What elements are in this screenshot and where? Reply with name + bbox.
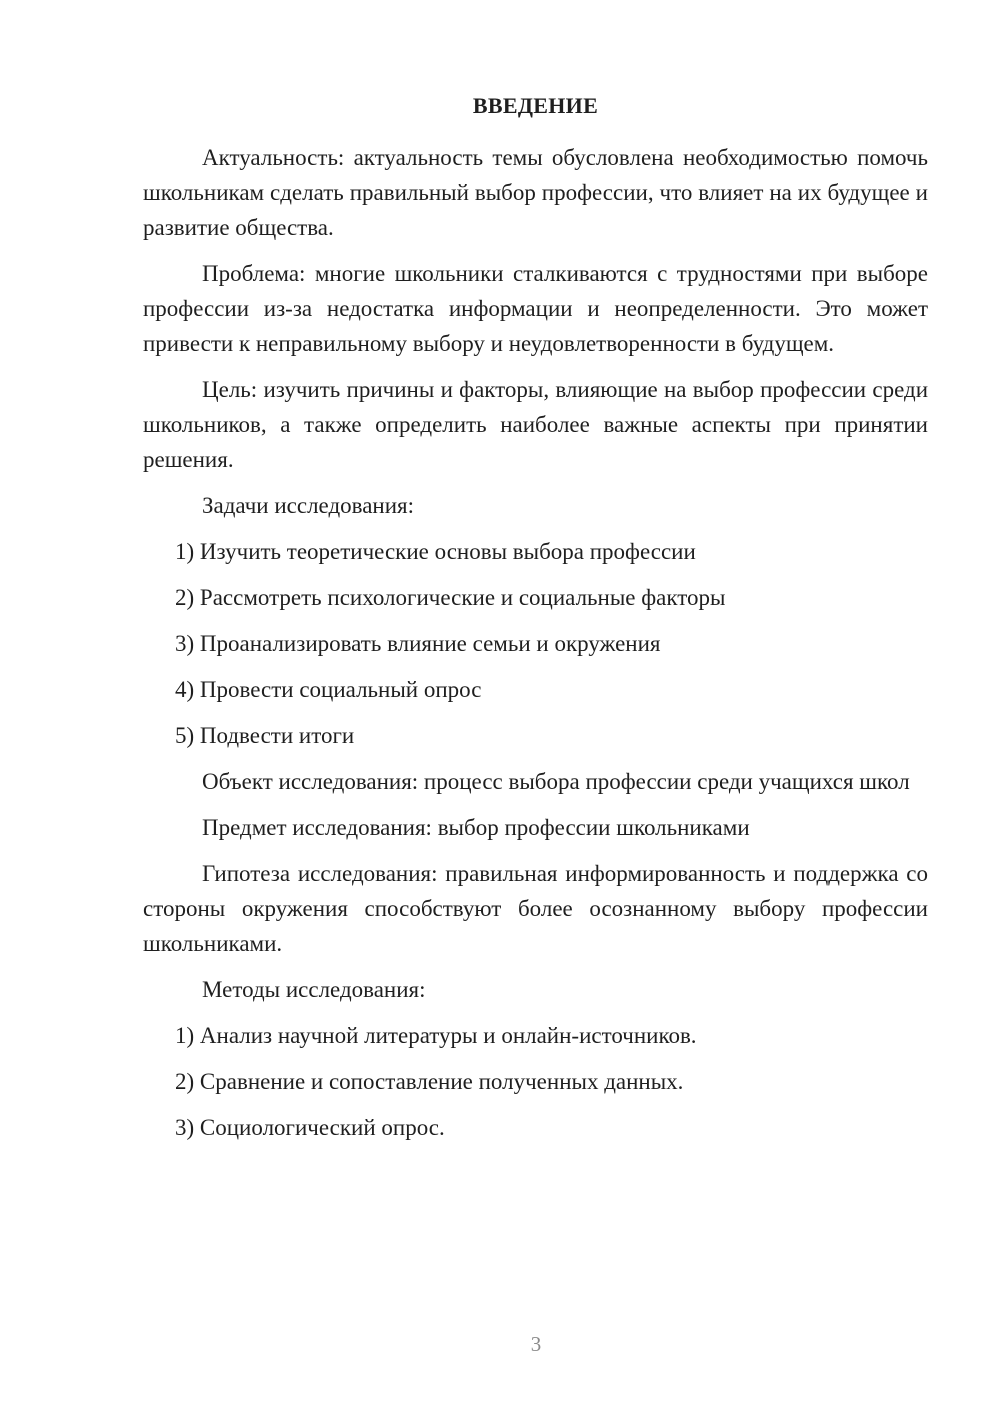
problem-paragraph: Проблема: многие школьники сталкиваются с трудностями при выборе профессии из-за недостатка информации и неопределенности. Это может привести к неправильному выбору и неудовлетворенности в будущем. bbox=[143, 261, 928, 356]
tasks-heading: Задачи исследования: bbox=[202, 493, 415, 518]
task-item: 5) Подвести итоги bbox=[175, 723, 355, 748]
page-title: ВВЕДЕНИЕ bbox=[472, 93, 599, 118]
goal-paragraph: Цель: изучить причины и факторы, влияющие на выбор профессии среди школьников, а также определить наиболее важные аспекты при принятии решения. bbox=[143, 377, 928, 472]
object-paragraph: Объект исследования: процесс выбора профессии среди учащихся школ bbox=[202, 769, 910, 794]
relevance-paragraph: Актуальность: актуальность темы обусловлена необходимостью помочь школьникам сделать правильный выбор профессии, что влияет на их будущее и развитие общества. bbox=[143, 145, 928, 240]
task-item: 2) Рассмотреть психологические и социальные факторы bbox=[175, 585, 726, 610]
methods-heading: Методы исследования: bbox=[202, 977, 426, 1002]
task-item: 1) Изучить теоретические основы выбора профессии bbox=[175, 539, 696, 564]
method-item: 3) Социологический опрос. bbox=[175, 1115, 445, 1140]
method-item: 2) Сравнение и сопоставление полученных данных. bbox=[175, 1069, 684, 1094]
subject-paragraph: Предмет исследования: выбор профессии школьниками bbox=[202, 815, 750, 840]
document-body bbox=[143, 140, 928, 1156]
method-item: 1) Анализ научной литературы и онлайн-источников. bbox=[175, 1023, 697, 1048]
page-number: 3 bbox=[530, 1332, 542, 1356]
hypothesis-paragraph: Гипотеза исследования: правильная информированность и поддержка со стороны окружения способствуют более осознанному выбору профессии школьниками. bbox=[143, 861, 928, 956]
task-item: 3) Проанализировать влияние семьи и окружения bbox=[175, 631, 661, 656]
task-item: 4) Провести социальный опрос bbox=[175, 677, 482, 702]
